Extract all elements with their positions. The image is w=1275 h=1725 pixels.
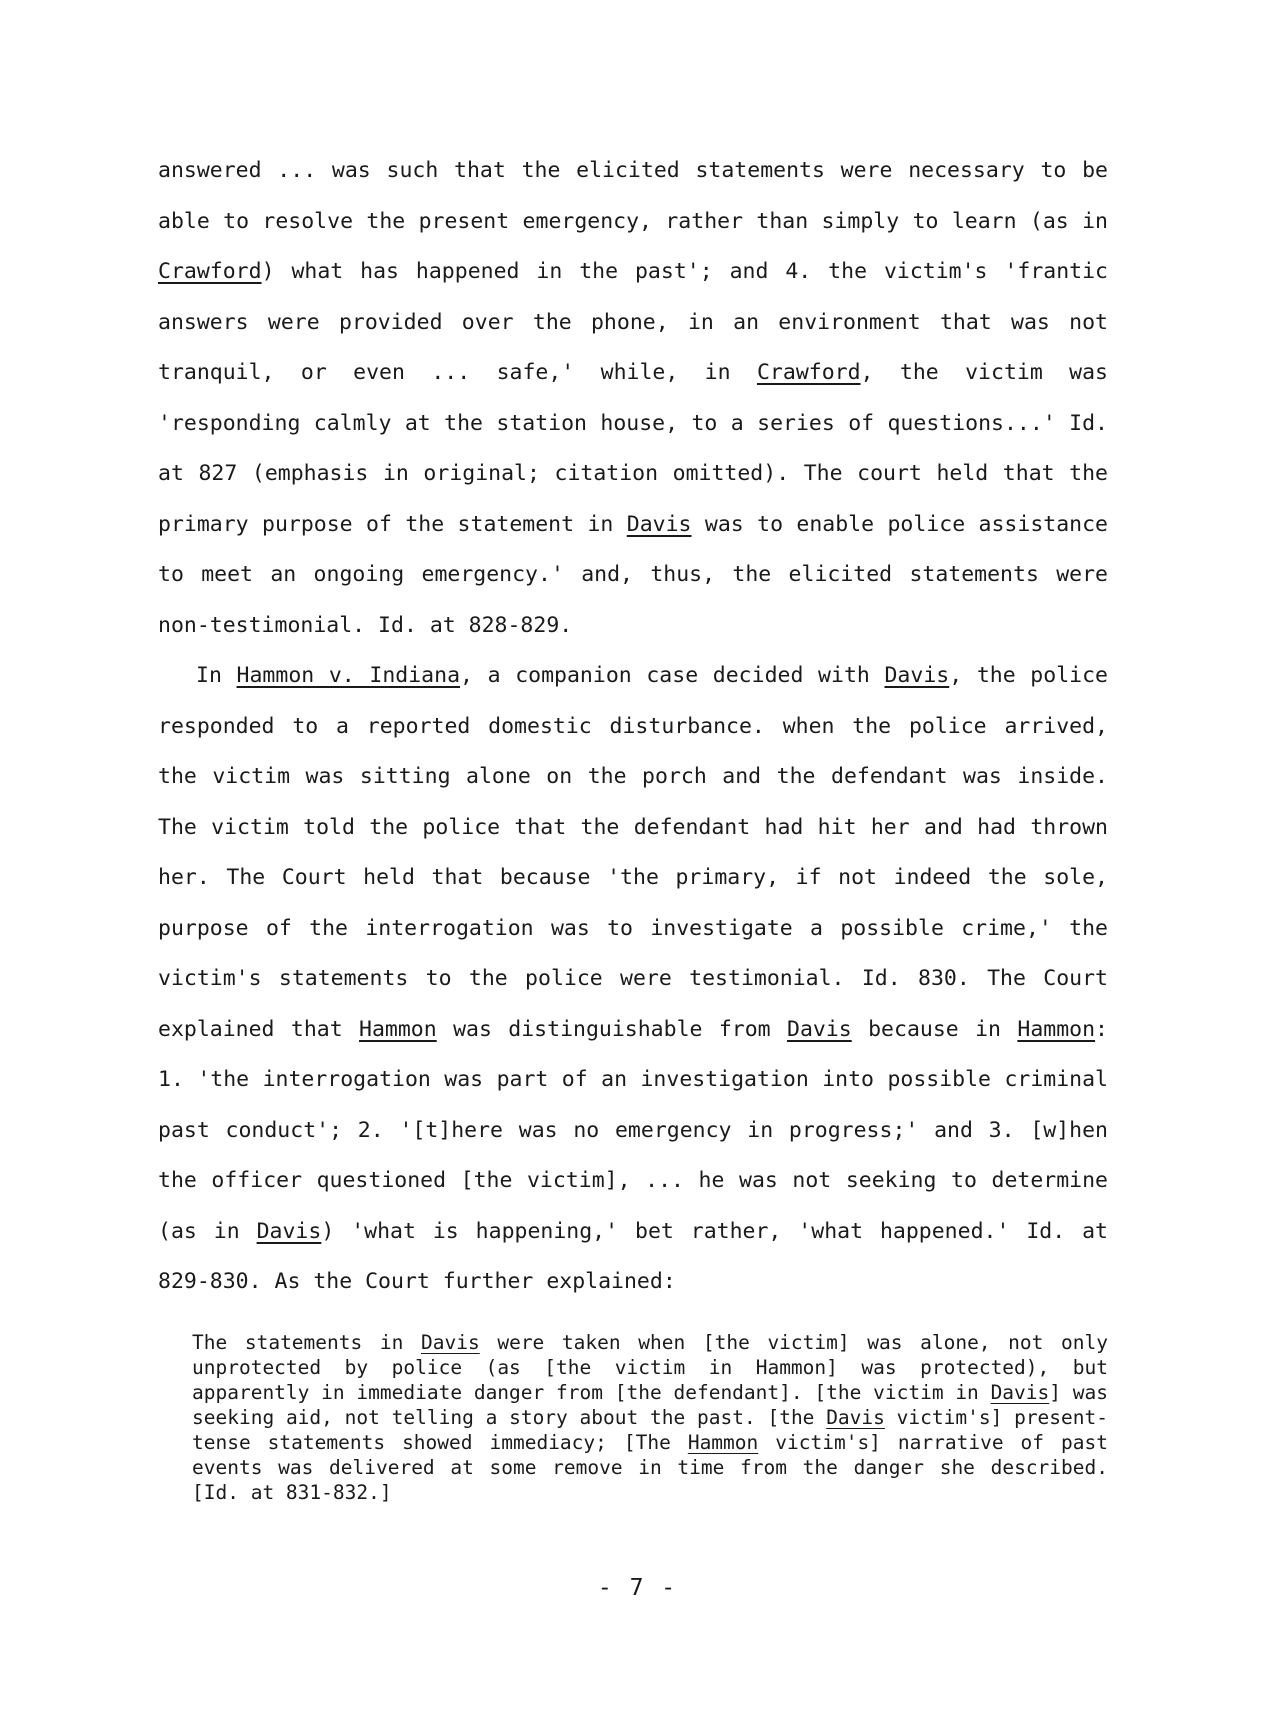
case-name-hammon: Hammon	[687, 1431, 759, 1454]
case-name-hammon: Hammon	[1017, 1016, 1096, 1042]
case-name-crawford: Crawford	[158, 259, 262, 284]
case-name-crawford: Crawford	[756, 360, 861, 385]
paragraph-1: answered ... was such that the elicited statements were necessary to be able to resolve the present emergency, rather than simply to learn (as in Crawford) what has happened in the past'; and 4. the victim's 'frantic answers were provided over the phone, in an environment that was not tranquil, or even ... safe,' while, in Crawford, the victim was 'responding calmly at the station house, to a series of questions...' Id. at 827 (emphasis in original; citation omitted). The court held that the primary purpose of the statement in Davis was to enable police assistance to meet an ongoing emergency.' and, thus, the elicited statements were non-testimonial. Id. at 828-829.	[158, 158, 1109, 638]
case-name-hammon: Hammon	[359, 1016, 437, 1042]
case-name-davis: Davis	[787, 1016, 852, 1042]
case-name-davis: Davis	[990, 1381, 1050, 1404]
case-name-hammon-v-indiana: Hammon v. Indiana	[236, 663, 461, 688]
body-text	[158, 146, 1108, 1308]
paragraph-2: In Hammon v. Indiana, a companion case decided with Davis, the police responded to a reported domestic disturbance. when the police arrived, the victim was sitting alone on the porch and the defendant was inside. The victim told the police that the defendant had hit her and had thrown her. The Court held that because 'the primary, if not indeed the sole, purpose of the interrogation was to investigate a possible crime,' the victim's statements to the police were testimonial. Id. 830. The Court explained that Hammon was distinguishable from Davis because in Hammon: 1. 'the interrogation was part of an investigation into possible criminal past conduct'; 2. '[t]here was no emergency in progress;' and 3. [w]hen the officer questioned [the victim], ... he was not seeking to determine (as in Davis) 'what is happening,' bet rather, 'what happened.' Id. at 829-830. As the Court further explained:	[158, 663, 1108, 1294]
case-name-davis: Davis	[826, 1406, 885, 1429]
block-quote-text: The statements in Davis were taken when [the victim] was alone, not only unprotected by police (as [the victim in Hammon] was protected), but apparently in immediate danger from [the defendant]. [the victim in Davis] was seeking aid, not telling a story about the past. [the Davis victim's] present-tense statements showed immediacy; [The Hammon victim's] narrative of past events was delivered at some remove in time from the danger she described. [Id. at 831-832.]	[192, 1331, 1108, 1504]
case-name-davis: Davis	[256, 1218, 322, 1244]
page-number: - 7 -	[597, 1575, 678, 1601]
case-name-davis: Davis	[421, 1331, 480, 1354]
case-name-davis: Davis	[626, 511, 692, 537]
case-name-davis: Davis	[884, 663, 950, 688]
block-quote	[192, 1330, 1108, 1505]
